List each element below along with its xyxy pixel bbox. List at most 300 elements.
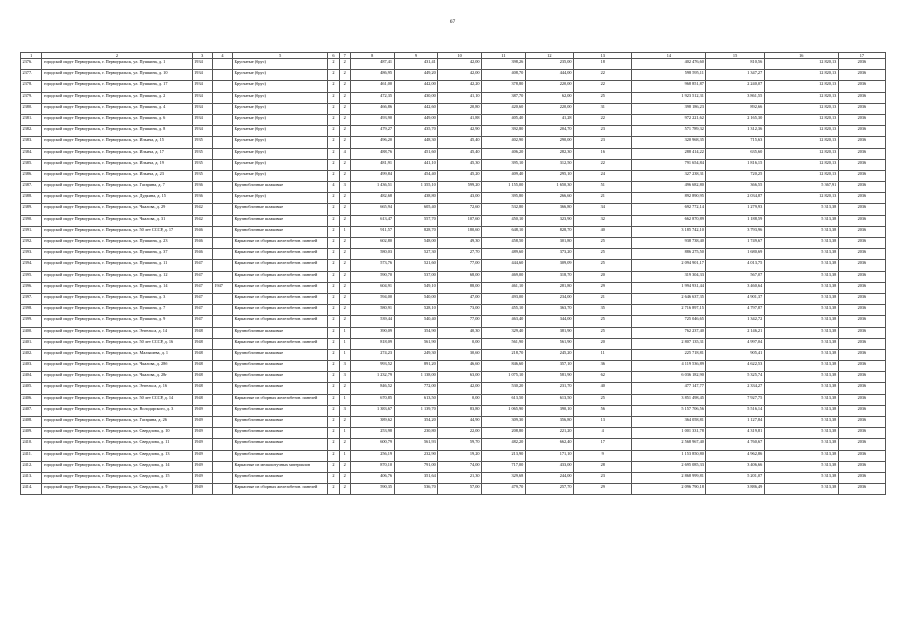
cell-y2 [212, 70, 232, 81]
table-row [21, 372, 886, 383]
cell-y2 [212, 316, 232, 327]
cell-y2 [212, 461, 232, 472]
cell-k: 5 313,38 [764, 349, 838, 360]
cell-mat: Крупноблочные шлаковые [233, 450, 328, 461]
cell-y1: 1949 [192, 484, 212, 495]
cell-l: 2036 [838, 159, 885, 170]
cell-n: 2388. [21, 193, 42, 204]
cell-mat: Каркасные из сборных железобетон. панелей [233, 260, 328, 271]
cell-a: 487,41 [350, 59, 394, 70]
cell-d: 444,60 [482, 260, 526, 271]
cell-f: 2 [328, 417, 339, 428]
cell-f: 2 [328, 361, 339, 372]
table-row [21, 282, 886, 293]
cell-e: 3 [339, 372, 350, 383]
cell-b: 521,60 [394, 260, 438, 271]
cell-e: 1 [339, 327, 350, 338]
cell-c: 47,00 [438, 293, 482, 304]
cell-addr: городской округ Первоуральск, г. Первоуральск, ул. Свердлова, д. 11 [42, 439, 192, 450]
cell-g: 366,80 [525, 204, 573, 215]
cell-i: 968 851,87 [632, 81, 706, 92]
cell-c: 180,60 [438, 226, 482, 237]
cell-c: 73,00 [438, 305, 482, 316]
cell-j: 1 816,15 [706, 159, 764, 170]
cell-n: 2399. [21, 316, 42, 327]
cell-n: 2401. [21, 338, 42, 349]
cell-c: 77,00 [438, 260, 482, 271]
cell-n: 2414. [21, 484, 42, 495]
cell-j: 892,66 [706, 103, 764, 114]
cell-n: 2391. [21, 226, 42, 237]
cell-c: 27,70 [438, 249, 482, 260]
table-row [21, 249, 886, 260]
cell-b: 828,70 [394, 226, 438, 237]
cell-j: 1 279,93 [706, 204, 764, 215]
table-row [21, 338, 886, 349]
cell-e: 2 [339, 383, 350, 394]
cell-n: 2410. [21, 439, 42, 450]
cell-h: 25 [574, 394, 632, 405]
cell-y2 [212, 394, 232, 405]
cell-a: 1 383,67 [350, 405, 394, 416]
cell-y1: 1947 [192, 282, 212, 293]
cell-a: 1 436,51 [350, 182, 394, 193]
cell-mat: Брусчатые (брус) [233, 159, 328, 170]
cell-h: 29 [574, 484, 632, 495]
cell-y2: 1947 [212, 282, 232, 293]
cell-h: 51 [574, 182, 632, 193]
table-row [21, 70, 886, 81]
cell-f: 2 [328, 394, 339, 405]
cell-b: 454,40 [394, 170, 438, 181]
cell-n: 2383. [21, 137, 42, 148]
cell-k: 5 313,38 [764, 394, 838, 405]
cell-b: 448,30 [394, 137, 438, 148]
cell-j: 3 861,55 [706, 92, 764, 103]
cell-y1: 1934 [192, 103, 212, 114]
cell-a: 993,52 [350, 361, 394, 372]
table-row [21, 59, 886, 70]
cell-y2 [212, 271, 232, 282]
housing-table [20, 52, 886, 495]
cell-n: 2406. [21, 394, 42, 405]
cell-y1: 1934 [192, 70, 212, 81]
cell-k: 12 820,13 [764, 159, 838, 170]
cell-f: 2 [328, 126, 339, 137]
cell-k: 12 820,13 [764, 114, 838, 125]
cell-a: 539,44 [350, 316, 394, 327]
cell-i: 2 695 085,33 [632, 461, 706, 472]
cell-f: 2 [328, 260, 339, 271]
cell-addr: городской округ Первоуральск, г. Первоуральск, ул. Свердлова, д. 13 [42, 450, 192, 461]
cell-a: 604,91 [350, 282, 394, 293]
table-row [21, 428, 886, 439]
cell-b: 772,00 [394, 383, 438, 394]
cell-addr: городской округ Первоуральск, г. Первоуральск, ул. Чкалова, д. 29 [42, 204, 192, 215]
cell-g: 235,00 [525, 59, 573, 70]
cell-i: 2 868 999,81 [632, 472, 706, 483]
cell-g: 312,50 [525, 159, 573, 170]
cell-l: 2036 [838, 327, 885, 338]
cell-g: 171,10 [525, 450, 573, 461]
table-row [21, 137, 886, 148]
cell-g: 290,00 [525, 137, 573, 148]
cell-y2 [212, 417, 232, 428]
cell-c: 46,60 [438, 361, 482, 372]
cell-mat: Каркасные из сборных железобетон. панелей [233, 394, 328, 405]
cell-g: 220,00 [525, 81, 573, 92]
cell-mat: Каркасные из сборных железобетон. панелей [233, 316, 328, 327]
cell-e: 2 [339, 92, 350, 103]
cell-y1: 1935 [192, 148, 212, 159]
cell-l: 2036 [838, 450, 885, 461]
cell-n: 2379. [21, 92, 42, 103]
cell-f: 2 [328, 282, 339, 293]
cell-k: 12 820,13 [764, 170, 838, 181]
cell-k: 5 313,38 [764, 204, 838, 215]
cell-e: 2 [339, 170, 350, 181]
table-row [21, 92, 886, 103]
cell-c: 42,00 [438, 383, 482, 394]
cell-k: 5 313,38 [764, 215, 838, 226]
cell-l: 2036 [838, 215, 885, 226]
cell-d: 463,40 [482, 316, 526, 327]
cell-j: 5 201,07 [706, 472, 764, 483]
cell-f: 2 [328, 204, 339, 215]
cell-c: 57,00 [438, 484, 482, 495]
cell-f: 2 [328, 159, 339, 170]
cell-y1: 1948 [192, 383, 212, 394]
housing-table-wrap [20, 52, 886, 495]
cell-addr: городской округ Первоуральск, г. Первоуральск, ул. Пушкина, д. 7 [42, 305, 192, 316]
cell-c: 45,20 [438, 170, 482, 181]
cell-b: 435,70 [394, 126, 438, 137]
cell-y1: 1948 [192, 338, 212, 349]
cell-h: 25 [574, 316, 632, 327]
cell-j: 4 997,04 [706, 338, 764, 349]
cell-l: 2036 [838, 59, 885, 70]
cell-a: 911,57 [350, 226, 394, 237]
cell-e: 2 [339, 293, 350, 304]
cell-c: 41,10 [438, 92, 482, 103]
cell-h: 31 [574, 103, 632, 114]
table-row [21, 461, 886, 472]
cell-i: 477 147,77 [632, 383, 706, 394]
cell-f: 2 [328, 148, 339, 159]
cell-a: 580,91 [350, 305, 394, 316]
cell-y2 [212, 361, 232, 372]
cell-i: 5 157 706,56 [632, 405, 706, 416]
header-cell: 10 [438, 53, 482, 59]
cell-mat: Крупноблочные шлаковые [233, 405, 328, 416]
cell-addr: городской округ Первоуральск, г. Первоуральск, ул. Дудкина, д. 15 [42, 193, 192, 204]
cell-g: 221,20 [525, 428, 573, 439]
cell-i: 571 789,32 [632, 126, 706, 137]
cell-a: 472,35 [350, 92, 394, 103]
cell-n: 2393. [21, 249, 42, 260]
cell-k: 5 313,38 [764, 450, 838, 461]
cell-addr: городской округ Первоуральск, г. Первоуральск, ул. Пушкина, д. 8 [42, 126, 192, 137]
cell-f: 2 [328, 271, 339, 282]
cell-f: 2 [328, 238, 339, 249]
cell-y2 [212, 182, 232, 193]
cell-c: 45,40 [438, 137, 482, 148]
cell-b: 230,80 [394, 428, 438, 439]
cell-j: 3 460,64 [706, 282, 764, 293]
cell-g: 613,50 [525, 394, 573, 405]
cell-a: 573,76 [350, 260, 394, 271]
cell-g: 41,28 [525, 114, 573, 125]
cell-i: 2 568 967,40 [632, 439, 706, 450]
cell-f: 2 [328, 349, 339, 360]
table-row [21, 349, 886, 360]
cell-y1: 1947 [192, 316, 212, 327]
cell-l: 2036 [838, 349, 885, 360]
cell-g: 444,00 [525, 70, 573, 81]
cell-h: 22 [574, 114, 632, 125]
cell-c: 107,60 [438, 215, 482, 226]
cell-h: 25 [574, 238, 632, 249]
cell-l: 2036 [838, 293, 885, 304]
cell-i: 886 275,50 [632, 249, 706, 260]
cell-mat: Каркасные из сборных железобетон. панелей [233, 238, 328, 249]
cell-d: 561,90 [482, 338, 526, 349]
cell-i: 1 923 512,31 [632, 92, 706, 103]
cell-n: 2407. [21, 405, 42, 416]
cell-mat: Брусчатые (брус) [233, 70, 328, 81]
cell-y1: 1936 [192, 182, 212, 193]
cell-y1: 1946 [192, 238, 212, 249]
cell-addr: городской округ Первоуральск, г. Первоуральск, ул. Пушкина, д. 37 [42, 249, 192, 260]
cell-k: 5 313,38 [764, 338, 838, 349]
cell-i: 2 094 901,17 [632, 260, 706, 271]
cell-c: 42,90 [438, 126, 482, 137]
cell-j: 4 760,67 [706, 439, 764, 450]
cell-f: 2 [328, 338, 339, 349]
cell-j: 7 927,75 [706, 394, 764, 405]
cell-k: 5 313,38 [764, 461, 838, 472]
cell-b: 249,30 [394, 349, 438, 360]
cell-mat: Крупноблочные шлаковые [233, 361, 328, 372]
cell-mat: Каркасные из сборных железобетон. панелей [233, 293, 328, 304]
cell-b: 540,40 [394, 316, 438, 327]
cell-c: 63,00 [438, 372, 482, 383]
cell-k: 5 313,38 [764, 472, 838, 483]
cell-h: 21 [574, 293, 632, 304]
cell-mat: Крупноблочные шлаковые [233, 349, 328, 360]
cell-b: 548,00 [394, 238, 438, 249]
cell-y2 [212, 103, 232, 114]
cell-y1: 1949 [192, 417, 212, 428]
cell-y1: 1949 [192, 450, 212, 461]
cell-f: 2 [328, 103, 339, 114]
cell-l: 2036 [838, 405, 885, 416]
cell-k: 5 313,38 [764, 293, 838, 304]
cell-k: 5 313,38 [764, 439, 838, 450]
cell-h: 18 [574, 59, 632, 70]
cell-addr: городской округ Первоуральск, г. Первоуральск, ул. Энгельса, д. 14 [42, 327, 192, 338]
cell-c: 43,00 [438, 193, 482, 204]
cell-e: 2 [339, 70, 350, 81]
cell-y2 [212, 126, 232, 137]
cell-b: 354,20 [394, 417, 438, 428]
cell-j: 4 013,75 [706, 260, 764, 271]
table-row [21, 383, 886, 394]
cell-k: 12 820,13 [764, 103, 838, 114]
cell-l: 2036 [838, 282, 885, 293]
cell-k: 5 367,91 [764, 182, 838, 193]
header-cell: 2 [42, 53, 192, 59]
cell-g: 281,80 [525, 282, 573, 293]
table-row [21, 159, 886, 170]
cell-b: 557,70 [394, 215, 438, 226]
cell-f: 2 [328, 137, 339, 148]
cell-j: 3 406,66 [706, 461, 764, 472]
cell-y1: 1934 [192, 114, 212, 125]
cell-addr: городской округ Первоуральск, г. Первоуральск, ул. Малышева, д. 1 [42, 349, 192, 360]
cell-b: 451,60 [394, 148, 438, 159]
cell-addr: городской округ Первоуральск, г. Первоуральск, ул. Пушкина, д. 9 [42, 316, 192, 327]
cell-y2 [212, 260, 232, 271]
cell-n: 2405. [21, 383, 42, 394]
header-cell: 17 [838, 53, 885, 59]
cell-j: 1 749,67 [706, 238, 764, 249]
cell-n: 2394. [21, 260, 42, 271]
cell-i: 402 476,60 [632, 59, 706, 70]
cell-mat: Каркасные из сборных железобетон. панелей [233, 338, 328, 349]
cell-addr: городской округ Первоуральск, г. Первоуральск, ул. Ильича, д. 15 [42, 137, 192, 148]
cell-l: 2036 [838, 126, 885, 137]
cell-n: 2404. [21, 372, 42, 383]
header-cell: 4 [212, 53, 232, 59]
cell-e: 2 [339, 159, 350, 170]
cell-addr: городской округ Первоуральск, г. Первоуральск, ул. Свердлова, д. 15 [42, 472, 192, 483]
cell-a: 479,27 [350, 126, 394, 137]
cell-f: 2 [328, 461, 339, 472]
cell-addr: городской округ Первоуральск, г. Первоуральск, ул. Свердлова, д. 9 [42, 484, 192, 495]
cell-b: 561,93 [394, 439, 438, 450]
cell-l: 2036 [838, 417, 885, 428]
cell-h: 22 [574, 159, 632, 170]
table-row [21, 484, 886, 495]
cell-f: 2 [328, 472, 339, 483]
cell-y2 [212, 204, 232, 215]
cell-e: 2 [339, 282, 350, 293]
cell-i: 225 718,81 [632, 349, 706, 360]
cell-mat: Каркасные из сборных железобетон. панелей [233, 484, 328, 495]
cell-mat: Крупноблочные шлаковые [233, 226, 328, 237]
cell-addr: городской округ Первоуральск, г. Первоуральск, ул. Пушкина, д. 17 [42, 81, 192, 92]
cell-addr: городской округ Первоуральск, г. Первоуральск, ул. 50 лет СССР, д. 17 [42, 226, 192, 237]
cell-mat: Брусчатые (брус) [233, 148, 328, 159]
cell-e: 1 [339, 349, 350, 360]
cell-c: 45,30 [438, 159, 482, 170]
cell-y2 [212, 428, 232, 439]
cell-y1: 1942 [192, 204, 212, 215]
cell-l: 2036 [838, 182, 885, 193]
cell-k: 5 313,38 [764, 405, 838, 416]
cell-k: 5 313,38 [764, 305, 838, 316]
cell-y2 [212, 484, 232, 495]
cell-k: 5 313,38 [764, 417, 838, 428]
cell-h: 23 [574, 137, 632, 148]
cell-mat: Крупноблочные шлаковые [233, 372, 328, 383]
cell-y1: 1936 [192, 193, 212, 204]
cell-k: 12 820,13 [764, 70, 838, 81]
cell-g: 561,90 [525, 338, 573, 349]
cell-i: 6 036 182,90 [632, 372, 706, 383]
cell-h: 32 [574, 215, 632, 226]
cell-y1: 1948 [192, 394, 212, 405]
cell-l: 2036 [838, 114, 885, 125]
cell-d: 493,00 [482, 293, 526, 304]
table-row [21, 126, 886, 137]
cell-h: 25 [574, 260, 632, 271]
cell-f: 2 [328, 215, 339, 226]
cell-i: 398 186,23 [632, 103, 706, 114]
table-row [21, 293, 886, 304]
table-row [21, 103, 886, 114]
cell-e: 1 [339, 428, 350, 439]
cell-y2 [212, 238, 232, 249]
cell-k: 5 313,38 [764, 372, 838, 383]
cell-e: 2 [339, 81, 350, 92]
table-row [21, 204, 886, 215]
cell-j: 2 146,21 [706, 327, 764, 338]
table-row [21, 215, 886, 226]
cell-l: 2036 [838, 226, 885, 237]
cell-d: 309,30 [482, 417, 526, 428]
cell-n: 2384. [21, 148, 42, 159]
cell-a: 274,23 [350, 349, 394, 360]
cell-j: 905,41 [706, 349, 764, 360]
cell-l: 2036 [838, 461, 885, 472]
cell-y1: 1948 [192, 349, 212, 360]
cell-y1: 1949 [192, 405, 212, 416]
cell-d: 402,90 [482, 137, 526, 148]
cell-b: 441,10 [394, 159, 438, 170]
cell-a: 613,47 [350, 215, 394, 226]
cell-g: 433,00 [525, 461, 573, 472]
cell-l: 2036 [838, 148, 885, 159]
cell-i: 327 238,31 [632, 170, 706, 181]
cell-e: 3 [339, 182, 350, 193]
cell-b: 605,40 [394, 204, 438, 215]
cell-l: 2036 [838, 316, 885, 327]
cell-h: 34 [574, 204, 632, 215]
cell-c: 49,30 [438, 238, 482, 249]
cell-d: 455,10 [482, 305, 526, 316]
table-row [21, 472, 886, 483]
cell-mat: Брусчатые (брус) [233, 170, 328, 181]
cell-e: 4 [339, 148, 350, 159]
cell-addr: городской округ Первоуральск, г. Первоуральск, ул. Ильича, д. 19 [42, 159, 192, 170]
cell-d: 1 155,00 [482, 182, 526, 193]
header-cell: 9 [394, 53, 438, 59]
cell-e: 2 [339, 126, 350, 137]
cell-b: 549,10 [394, 282, 438, 293]
cell-addr: городской округ Первоуральск, г. Первоуральск, ул. Гагарина, д. 26 [42, 417, 192, 428]
cell-b: 449,20 [394, 70, 438, 81]
cell-j: 4 962,86 [706, 450, 764, 461]
cell-f: 2 [328, 81, 339, 92]
cell-l: 2036 [838, 70, 885, 81]
cell-addr: городской округ Первоуральск, г. Первоуральск, ул. Пушкина, д. 6 [42, 114, 192, 125]
cell-k: 5 313,38 [764, 428, 838, 439]
cell-b: 613,50 [394, 394, 438, 405]
cell-a: 493,90 [350, 114, 394, 125]
cell-d: 408,70 [482, 70, 526, 81]
